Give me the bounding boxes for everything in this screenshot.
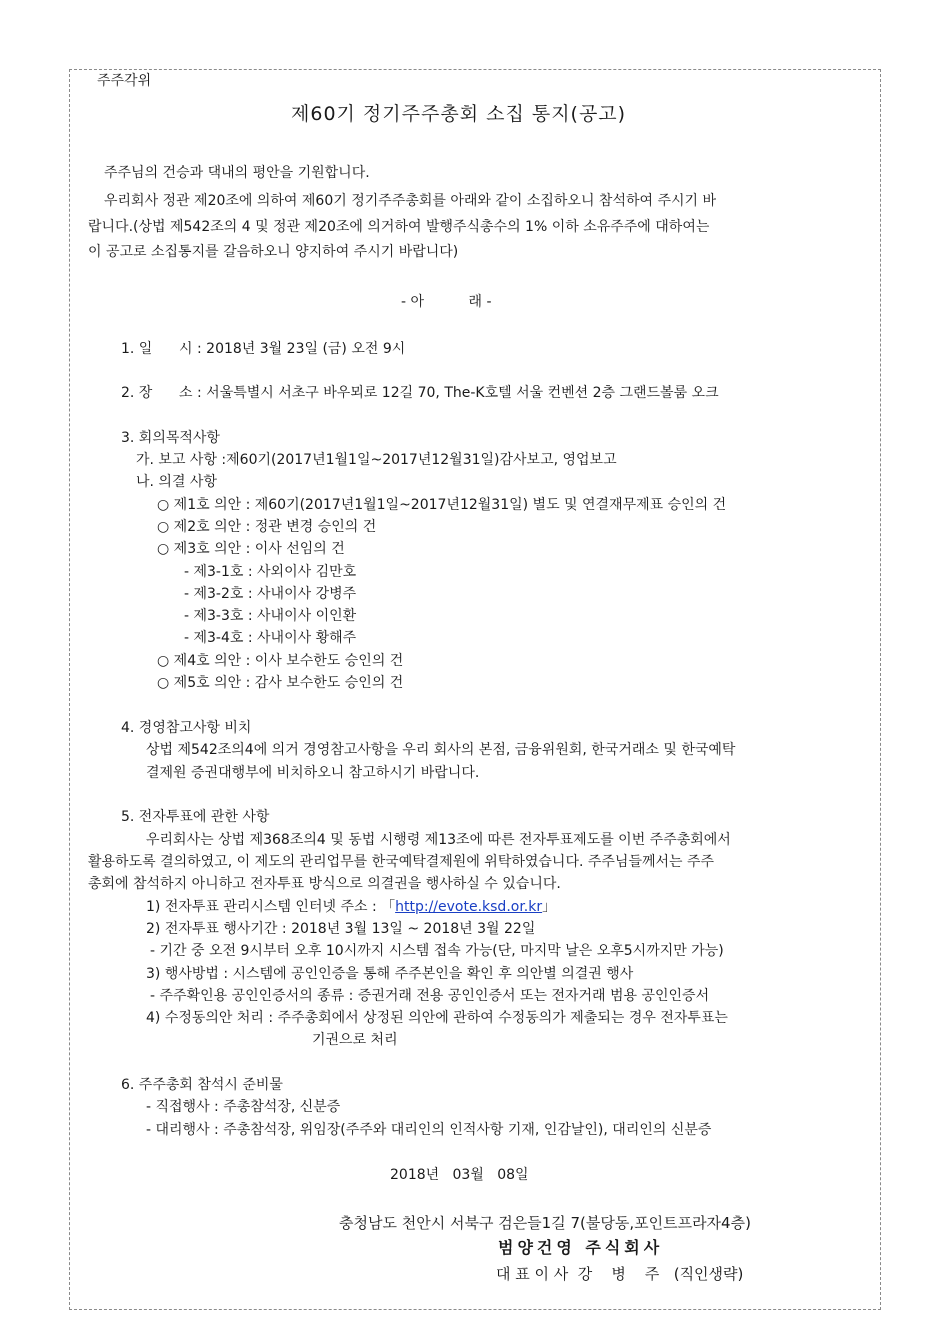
evote-point-4-cont: 기권으로 처리 bbox=[312, 1032, 398, 1048]
ceo-signature-line: 대 표 이 사 강 병 주 (직인생략) bbox=[496, 1265, 744, 1283]
agenda-item-1: ○ 제1호 의안 : 제60기(2017년1월1일~2017년12월31일) 별도 및 연결재무제표 승인의 건 bbox=[157, 497, 727, 513]
evote-heading: 5. 전자투표에 관한 사항 bbox=[121, 809, 270, 825]
agenda-sub-item-1: - 제3-1호 : 사외이사 김만호 bbox=[184, 564, 357, 580]
evote-line-2: 활용하도록 결의하였고, 이 제도의 관리업무를 한국예탁결제원에 위탁하였습니다. 주주님들께서는 주주 bbox=[88, 854, 715, 870]
evote-line-1: 우리회사는 상법 제368조의4 및 동법 시행령 제13조에 따른 전자투표제도를 이번 주주총회에서 bbox=[146, 832, 731, 848]
intro-line-2: 랍니다.(상법 제542조의 4 및 정관 제20조에 의거하여 발행주식총수의 1% 이하 소유주주에 대하여는 bbox=[88, 219, 710, 235]
evote-point-2: 2) 전자투표 행사기간 : 2018년 3월 13일 ~ 2018년 3월 22일 bbox=[146, 921, 536, 937]
section-mark: - 아 래 - bbox=[401, 294, 492, 310]
evote-point-4: 4) 수정동의안 처리 : 주주총회에서 상정된 의안에 관하여 수정동의가 제출되는 경우 전자투표는 bbox=[146, 1010, 728, 1026]
meeting-datetime: 1. 일 시 : 2018년 3월 23일 (금) 오전 9시 bbox=[121, 341, 406, 357]
preparation-heading: 6. 주주총회 참석시 준비물 bbox=[121, 1077, 283, 1093]
agenda-item-4: ○ 제4호 의안 : 이사 보수한도 승인의 건 bbox=[157, 653, 404, 669]
intro-line-3: 이 공고로 소집통지를 갈음하오니 양지하여 주시기 바랍니다) bbox=[88, 244, 459, 260]
evote-point-3-note: - 주주확인용 공인인증서의 종류 : 증권거래 전용 공인인증서 또는 전자거래 범용 공인인증서 bbox=[150, 988, 710, 1004]
evote-point-2-note: - 기간 중 오전 9시부터 오후 10시까지 시스템 접속 가능(단, 마지막 날은 오후5시까지만 가능) bbox=[150, 943, 724, 959]
reference-heading: 4. 경영참고사항 비치 bbox=[121, 720, 252, 736]
reference-line-2: 결제원 증권대행부에 비치하오니 참고하시기 바랍니다. bbox=[146, 765, 480, 781]
proxy-attendance: - 대리행사 : 주총참석장, 위임장(주주와 대리인의 인적사항 기재, 인감날인), 대리인의 신분증 bbox=[146, 1122, 712, 1138]
intro-line-1: 우리회사 정관 제20조에 의하여 제60기 정기주주총회를 아래와 같이 소집하오니 참석하여 주시기 바 bbox=[104, 193, 717, 209]
reference-line-1: 상법 제542조의4에 의거 경영참고사항을 우리 회사의 본점, 금융위원회, 한국거래소 및 한국예탁 bbox=[146, 742, 736, 758]
agenda-heading: 3. 회의목적사항 bbox=[121, 430, 220, 446]
agenda-item-2: ○ 제2호 의안 : 정관 변경 승인의 건 bbox=[157, 519, 377, 535]
evote-point-1 bbox=[146, 899, 556, 915]
company-name: 범양건영 주식회사 bbox=[498, 1238, 664, 1257]
report-items: 가. 보고 사항 :제60기(2017년1월1일~2017년12월31일)감사보고, 영업보고 bbox=[136, 452, 617, 468]
evote-point-1-suffix: 」 bbox=[542, 899, 557, 915]
direct-attendance: - 직접행사 : 주총참석장, 신분증 bbox=[146, 1099, 341, 1115]
greeting-text: 주주님의 건승과 댁내의 평안을 기원합니다. bbox=[104, 165, 370, 181]
agenda-item-3: ○ 제3호 의안 : 이사 선임의 건 bbox=[157, 541, 345, 557]
evote-point-1-prefix: 1) 전자투표 관리시스템 인터넷 주소 : 「 bbox=[146, 899, 396, 915]
agenda-item-5: ○ 제5호 의안 : 감사 보수한도 승인의 건 bbox=[157, 675, 404, 691]
salutation: 주주각위 bbox=[97, 73, 152, 89]
evote-url-link[interactable]: http://evote.ksd.or.kr bbox=[395, 899, 543, 915]
resolution-heading: 나. 의결 사항 bbox=[136, 474, 217, 490]
evote-line-3: 총회에 참석하지 아니하고 전자투표 방식으로 의결권을 행사하실 수 있습니다. bbox=[88, 876, 561, 892]
agenda-sub-item-3: - 제3-3호 : 사내이사 이인환 bbox=[184, 608, 357, 624]
page-title: 제60기 정기주주총회 소집 통지(공고) bbox=[291, 103, 627, 125]
company-address: 충청남도 천안시 서북구 검은들1길 7(불당동,포인트프라자4층) bbox=[339, 1214, 751, 1232]
agenda-sub-item-4: - 제3-4호 : 사내이사 황해주 bbox=[184, 630, 357, 646]
meeting-location: 2. 장 소 : 서울특별시 서초구 바우뫼로 12길 70, The-K호텔 서울 컨벤션 2층 그랜드볼룸 오크 bbox=[121, 385, 719, 401]
agenda-sub-item-2: - 제3-2호 : 사내이사 강병주 bbox=[184, 586, 357, 602]
evote-point-3: 3) 행사방법 : 시스템에 공인인증을 통해 주주본인을 확인 후 의안별 의결권 행사 bbox=[146, 966, 634, 982]
notice-date: 2018년 03월 08일 bbox=[390, 1167, 529, 1183]
